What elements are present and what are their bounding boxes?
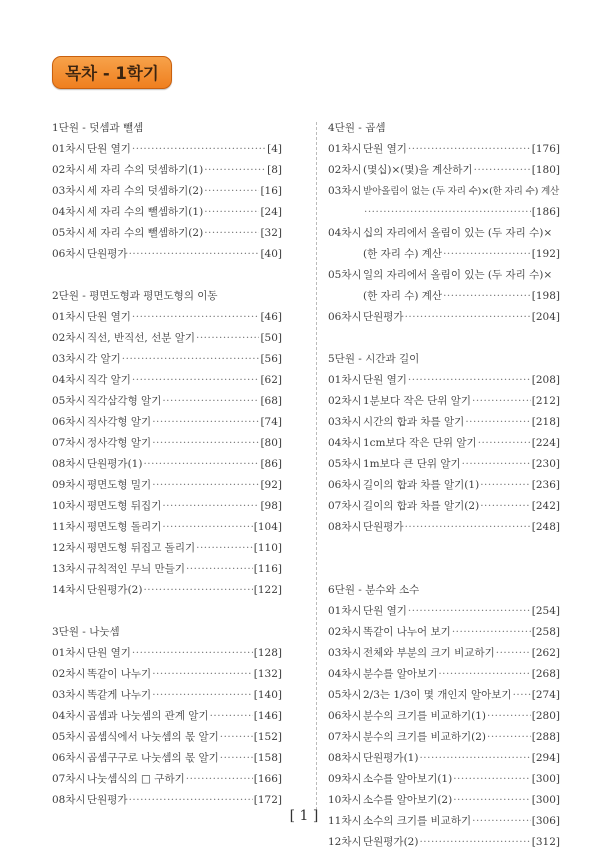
- section-gap: [328, 538, 560, 559]
- page-ref: [140]: [253, 689, 282, 701]
- lesson-title: 각 알기: [87, 353, 121, 365]
- toc-entry[interactable]: [328, 685, 560, 706]
- lesson-number: 01차시: [328, 374, 362, 386]
- leader-dots: [462, 454, 531, 475]
- page-ref: [166]: [253, 773, 282, 785]
- toc-entry[interactable]: [52, 559, 282, 580]
- lesson-number: 02차시: [328, 395, 362, 407]
- toc-entry[interactable]: [52, 370, 282, 391]
- lesson-title-cont: (한 자리 수) 계산: [363, 248, 443, 260]
- leader-dots: [220, 727, 253, 748]
- leader-dots: [162, 517, 252, 538]
- toc-entry[interactable]: [328, 391, 560, 412]
- page-ref: [158]: [253, 752, 282, 764]
- page-ref: [312]: [531, 836, 560, 848]
- page-ref: [92]: [260, 479, 282, 491]
- lesson-number: 10차시: [328, 794, 362, 806]
- lesson-title: 소수를 알아보기(2): [363, 794, 453, 806]
- lesson-number: 04차시: [52, 710, 86, 722]
- page-ref: [294]: [531, 752, 560, 764]
- leader-dots: [143, 580, 252, 601]
- lesson-number: 04차시: [52, 206, 86, 218]
- lesson-number: 08차시: [328, 521, 362, 533]
- lesson-number: 11차시: [52, 521, 86, 533]
- toc-entry-continuation[interactable]: [328, 286, 560, 307]
- column-divider: [316, 122, 317, 820]
- page-ref: [218]: [531, 416, 560, 428]
- toc-entry[interactable]: [328, 769, 560, 790]
- toc-entry[interactable]: [328, 832, 560, 853]
- toc-title: 목차 - 1학기: [65, 64, 159, 83]
- toc-entry[interactable]: [52, 349, 282, 370]
- leader-dots: [132, 643, 253, 664]
- leader-dots: [465, 412, 530, 433]
- lesson-title: 분수를 알아보기: [363, 668, 438, 680]
- lesson-title: 세 자리 수의 뺄셈하기(1): [87, 206, 204, 218]
- page-ref: [56]: [260, 353, 282, 365]
- section-gap: [52, 265, 282, 286]
- page-ref: [62]: [260, 374, 282, 386]
- leader-dots: [496, 643, 531, 664]
- leader-dots: [474, 160, 531, 181]
- page-ref: [242]: [531, 500, 560, 512]
- lesson-number: 07차시: [52, 437, 86, 449]
- page-ref: [224]: [531, 437, 560, 449]
- toc-entry[interactable]: [52, 685, 282, 706]
- section-gap: [328, 559, 560, 580]
- page-ref: [80]: [260, 437, 282, 449]
- lesson-title: 십의 자리에서 올림이 있는 (두 자리 수)×: [363, 227, 553, 239]
- page-ref: [128]: [253, 647, 282, 659]
- page-ref: [50]: [260, 332, 282, 344]
- lesson-title: 단원평가(1): [87, 458, 143, 470]
- leader-dots: [408, 139, 531, 160]
- lesson-number: 08차시: [52, 458, 86, 470]
- lesson-number: 05차시: [328, 689, 362, 701]
- toc-entry[interactable]: [52, 307, 282, 328]
- leader-dots: [196, 328, 259, 349]
- lesson-title: 1cm보다 작은 단위 알기: [363, 437, 477, 449]
- unit-title: 1단원 - 덧셈과 뺄셈: [52, 122, 144, 134]
- leader-dots: [210, 706, 253, 727]
- lesson-title: 세 자리 수의 뺄셈하기(2): [87, 227, 204, 239]
- page-ref: [268]: [531, 668, 560, 680]
- leader-dots: [152, 475, 259, 496]
- leader-dots: [162, 391, 259, 412]
- leader-dots: [364, 202, 531, 223]
- page-number: [ 1 ]: [289, 808, 319, 824]
- toc-title-badge: [52, 56, 172, 89]
- page-ref: [132]: [253, 668, 282, 680]
- lesson-title: 단원 열기: [363, 374, 407, 386]
- toc-entry[interactable]: [328, 265, 560, 286]
- lesson-title: 똑같게 나누기: [87, 689, 152, 701]
- page-ref: [306]: [531, 815, 560, 827]
- page-ref: [152]: [253, 731, 282, 743]
- lesson-title: 평면도형 뒤집고 돌리기: [87, 542, 196, 554]
- lesson-number: 05차시: [52, 227, 86, 239]
- toc-entry[interactable]: [52, 454, 282, 475]
- leader-dots: [438, 664, 530, 685]
- lesson-number: 02차시: [328, 164, 362, 176]
- lesson-number: 12차시: [328, 836, 362, 848]
- lesson-number: 04차시: [52, 374, 86, 386]
- page-ref: [180]: [531, 164, 560, 176]
- page-ref: [198]: [531, 290, 560, 302]
- toc-entry[interactable]: [52, 517, 282, 538]
- page-ref: [116]: [253, 563, 282, 575]
- lesson-title: 단원 열기: [87, 143, 131, 155]
- leader-dots: [408, 601, 531, 622]
- toc-entry[interactable]: [328, 664, 560, 685]
- leader-dots: [129, 244, 260, 265]
- lesson-number: 01차시: [328, 605, 362, 617]
- unit-title: 4단원 - 곱셈: [328, 122, 386, 134]
- lesson-title: 규칙적인 무늬 만들기: [87, 563, 185, 575]
- leader-dots: [152, 412, 259, 433]
- lesson-title: 세 자리 수의 덧셈하기(1): [87, 164, 204, 176]
- lesson-number: 03차시: [328, 185, 362, 197]
- lesson-title: 직선, 반직선, 선분 알기: [87, 332, 195, 344]
- page-ref: [172]: [253, 794, 282, 806]
- toc-entry[interactable]: [52, 202, 282, 223]
- page-ref: [288]: [531, 731, 560, 743]
- lesson-number: 03차시: [52, 185, 86, 197]
- page-ref: [40]: [260, 248, 282, 260]
- leader-dots: [453, 769, 531, 790]
- toc-entry[interactable]: [328, 496, 560, 517]
- toc-entry[interactable]: [52, 181, 282, 202]
- lesson-number: 05차시: [328, 458, 362, 470]
- page-ref: [236]: [531, 479, 560, 491]
- toc-entry[interactable]: [52, 160, 282, 181]
- lesson-number: 07차시: [328, 731, 362, 743]
- toc-entry[interactable]: [52, 538, 282, 559]
- leader-dots: [132, 370, 260, 391]
- lesson-number: 01차시: [52, 647, 86, 659]
- unit-3-section: [52, 622, 282, 811]
- lesson-title: 곱셈식에서 나눗셈의 몫 알기: [87, 731, 219, 743]
- lesson-title: 단원평가(1): [363, 752, 419, 764]
- leader-dots: [487, 727, 531, 748]
- toc-entry[interactable]: [52, 643, 282, 664]
- lesson-title: 길이의 합과 차를 알기(2): [363, 500, 480, 512]
- toc-entry[interactable]: [328, 139, 560, 160]
- page-ref: [186]: [531, 206, 560, 218]
- leader-dots: [480, 475, 531, 496]
- toc-entry[interactable]: [328, 160, 560, 181]
- toc-entry[interactable]: [52, 727, 282, 748]
- lesson-title: 직각 알기: [87, 374, 131, 386]
- page-ref: [122]: [253, 584, 282, 596]
- unit-1-section: [52, 118, 282, 265]
- lesson-title: 직사각형 알기: [87, 416, 152, 428]
- lesson-number: 06차시: [52, 752, 86, 764]
- leader-dots: [419, 748, 530, 769]
- leader-dots: [405, 517, 531, 538]
- lesson-title: 단원 열기: [87, 647, 131, 659]
- lesson-title: (몇십)×(몇)을 계산하기: [363, 164, 473, 176]
- toc-entry[interactable]: [52, 223, 282, 244]
- unit-title: 2단원 - 평면도형과 평면도형의 이동: [52, 290, 218, 302]
- leader-dots: [204, 181, 259, 202]
- page-ref: [4]: [267, 143, 282, 155]
- page-ref: [46]: [260, 311, 282, 323]
- lesson-number: 04차시: [328, 668, 362, 680]
- lesson-number: 02차시: [52, 332, 86, 344]
- lesson-number: 08차시: [328, 752, 362, 764]
- toc-entry[interactable]: [328, 412, 560, 433]
- unit-5-section: [328, 349, 560, 538]
- toc-entry[interactable]: [328, 370, 560, 391]
- lesson-title: 받아올림이 없는 (두 자리 수)×(한 자리 수) 계산: [363, 186, 560, 197]
- toc-entry[interactable]: [52, 391, 282, 412]
- lesson-number: 06차시: [328, 710, 362, 722]
- leader-dots: [443, 286, 531, 307]
- lesson-number: 03차시: [52, 689, 86, 701]
- leader-dots: [132, 139, 266, 160]
- lesson-number: 05차시: [52, 731, 86, 743]
- lesson-number: 03차시: [328, 416, 362, 428]
- lesson-title: 곱셈과 나눗셈의 관계 알기: [87, 710, 209, 722]
- lesson-title: 평면도형 돌리기: [87, 521, 162, 533]
- lesson-title: 전체와 부분의 크기 비교하기: [363, 647, 495, 659]
- lesson-number: 09차시: [52, 479, 86, 491]
- lesson-number: 03차시: [328, 647, 362, 659]
- leader-dots: [472, 391, 531, 412]
- lesson-title-cont: (한 자리 수) 계산: [363, 290, 443, 302]
- leader-dots: [220, 748, 253, 769]
- leader-dots: [152, 433, 259, 454]
- lesson-title: 똑같이 나누어 보기: [363, 626, 451, 638]
- toc-entry[interactable]: [52, 706, 282, 727]
- lesson-number: 01차시: [52, 143, 86, 155]
- lesson-title: 분수의 크기를 비교하기(1): [363, 710, 486, 722]
- page-ref: [212]: [531, 395, 560, 407]
- leader-dots: [204, 223, 259, 244]
- page-ref: [8]: [267, 164, 282, 176]
- lesson-number: 02차시: [52, 164, 86, 176]
- page-ref: [104]: [253, 521, 282, 533]
- section-gap: [328, 328, 560, 349]
- lesson-number: 06차시: [328, 479, 362, 491]
- unit-title: 5단원 - 시간과 길이: [328, 353, 420, 365]
- page-ref: [68]: [260, 395, 282, 407]
- lesson-number: 01차시: [328, 143, 362, 155]
- unit-2-section: [52, 286, 282, 601]
- toc-entry[interactable]: [52, 664, 282, 685]
- leader-dots: [408, 370, 531, 391]
- lesson-number: 12차시: [52, 542, 86, 554]
- toc-entry[interactable]: [328, 454, 560, 475]
- leader-dots: [478, 433, 531, 454]
- lesson-number: 07차시: [52, 773, 86, 785]
- lesson-title: 단원평가(2): [363, 836, 419, 848]
- toc-entry[interactable]: [52, 433, 282, 454]
- toc-entry[interactable]: [328, 433, 560, 454]
- leader-dots: [419, 832, 530, 853]
- lesson-title: 1m보다 큰 단위 알기: [363, 458, 461, 470]
- lesson-number: 13차시: [52, 563, 86, 575]
- page-ref: [16]: [260, 185, 282, 197]
- lesson-title: 단원평가: [363, 521, 404, 533]
- toc-entry[interactable]: [52, 496, 282, 517]
- lesson-title: 세 자리 수의 덧셈하기(2): [87, 185, 204, 197]
- toc-entry[interactable]: [328, 748, 560, 769]
- lesson-number: 14차시: [52, 584, 86, 596]
- lesson-title: 시간의 합과 차를 알기: [363, 416, 465, 428]
- lesson-number: 03차시: [52, 353, 86, 365]
- lesson-title: 평면도형 밀기: [87, 479, 152, 491]
- page-ref: [74]: [260, 416, 282, 428]
- lesson-number: 01차시: [52, 311, 86, 323]
- page-ref: [192]: [531, 248, 560, 260]
- lesson-title: 2/3는 1/3이 몇 개인지 알아보기: [363, 689, 512, 701]
- lesson-number: 10차시: [52, 500, 86, 512]
- lesson-title: 길이의 합과 차를 알기(1): [363, 479, 480, 491]
- page-ref: [280]: [531, 710, 560, 722]
- page-ref: [204]: [531, 311, 560, 323]
- toc-entry[interactable]: [52, 475, 282, 496]
- leader-dots: [513, 685, 531, 706]
- toc-entry[interactable]: [328, 517, 560, 538]
- lesson-number: 02차시: [328, 626, 362, 638]
- leader-dots: [196, 538, 253, 559]
- leader-dots: [162, 496, 259, 517]
- page-ref: [208]: [531, 374, 560, 386]
- page-ref: [274]: [531, 689, 560, 701]
- leader-dots: [405, 307, 531, 328]
- leader-dots: [186, 769, 253, 790]
- toc-entry[interactable]: [52, 139, 282, 160]
- leader-dots: [152, 664, 253, 685]
- page-ref: [300]: [531, 794, 560, 806]
- lesson-number: 06차시: [52, 416, 86, 428]
- page-ref: [86]: [260, 458, 282, 470]
- lesson-title: 똑같이 나누기: [87, 668, 152, 680]
- lesson-title: 곱셈구구로 나눗셈의 몫 알기: [87, 752, 219, 764]
- lesson-title: 단원 열기: [363, 605, 407, 617]
- lesson-title: 직각삼각형 알기: [87, 395, 162, 407]
- lesson-number: 06차시: [328, 311, 362, 323]
- lesson-title: 단원평가: [87, 794, 128, 806]
- lesson-title: 단원평가: [87, 248, 128, 260]
- lesson-title: 소수의 크기를 비교하기: [363, 815, 472, 827]
- toc-entry[interactable]: [328, 706, 560, 727]
- leader-dots: [204, 160, 266, 181]
- lesson-title: 분수의 크기를 비교하기(2): [363, 731, 486, 743]
- toc-entry-continuation[interactable]: [328, 202, 560, 223]
- lesson-number: 04차시: [328, 437, 362, 449]
- lesson-number: 05차시: [52, 395, 86, 407]
- unit-title: 3단원 - 나눗셈: [52, 626, 120, 638]
- toc-entry[interactable]: [328, 727, 560, 748]
- lesson-title: 일의 자리에서 올림이 있는 (두 자리 수)×: [363, 269, 553, 281]
- toc-entry[interactable]: [52, 412, 282, 433]
- lesson-title: 단원 열기: [363, 143, 407, 155]
- page-ref: [254]: [531, 605, 560, 617]
- page-ref: [248]: [531, 521, 560, 533]
- lesson-number: 06차시: [52, 248, 86, 260]
- unit-title: 6단원 - 분수와 소수: [328, 584, 420, 596]
- lesson-number: 02차시: [52, 668, 86, 680]
- page-ref: [176]: [531, 143, 560, 155]
- page-ref: [300]: [531, 773, 560, 785]
- toc-left-column: [52, 118, 282, 811]
- toc-entry[interactable]: [52, 244, 282, 265]
- page-ref: [146]: [253, 710, 282, 722]
- toc-entry[interactable]: [328, 223, 560, 244]
- toc-entry[interactable]: [328, 643, 560, 664]
- leader-dots: [480, 496, 531, 517]
- page-ref: [98]: [260, 500, 282, 512]
- lesson-number: 04차시: [328, 227, 362, 239]
- toc-right-column: [328, 118, 560, 853]
- page-ref: [110]: [253, 542, 282, 554]
- toc-entry-continuation[interactable]: [328, 244, 560, 265]
- page-ref: [230]: [531, 458, 560, 470]
- lesson-title: 소수를 알아보기(1): [363, 773, 453, 785]
- leader-dots: [132, 307, 260, 328]
- leader-dots: [443, 244, 531, 265]
- leader-dots: [152, 685, 253, 706]
- leader-dots: [452, 622, 531, 643]
- page-ref: [262]: [531, 647, 560, 659]
- toc-entry[interactable]: [328, 307, 560, 328]
- lesson-number: 09차시: [328, 773, 362, 785]
- toc-entry[interactable]: [328, 475, 560, 496]
- leader-dots: [487, 706, 531, 727]
- lesson-number: 07차시: [328, 500, 362, 512]
- toc-entry[interactable]: [52, 769, 282, 790]
- lesson-title: 나눗셈식의 □ 구하기: [87, 773, 185, 785]
- toc-entry[interactable]: [328, 181, 560, 202]
- lesson-title: 1분보다 작은 단위 알기: [363, 395, 471, 407]
- toc-entry[interactable]: [328, 601, 560, 622]
- lesson-number: 08차시: [52, 794, 86, 806]
- toc-entry[interactable]: [52, 328, 282, 349]
- lesson-title: 단원평가(2): [87, 584, 143, 596]
- lesson-title: 단원평가: [363, 311, 404, 323]
- section-gap: [52, 601, 282, 622]
- toc-entry[interactable]: [328, 622, 560, 643]
- page-ref: [258]: [531, 626, 560, 638]
- lesson-title: 평면도형 뒤집기: [87, 500, 162, 512]
- leader-dots: [143, 454, 259, 475]
- lesson-title: 단원 열기: [87, 311, 131, 323]
- lesson-title: 정사각형 알기: [87, 437, 152, 449]
- leader-dots: [122, 349, 260, 370]
- leader-dots: [186, 559, 253, 580]
- unit-4-section: [328, 118, 560, 328]
- toc-entry[interactable]: [52, 748, 282, 769]
- lesson-number: 11차시: [328, 815, 362, 827]
- page-ref: [32]: [260, 227, 282, 239]
- page-ref: [24]: [260, 206, 282, 218]
- toc-entry[interactable]: [52, 580, 282, 601]
- lesson-number: 05차시: [328, 269, 362, 281]
- leader-dots: [204, 202, 259, 223]
